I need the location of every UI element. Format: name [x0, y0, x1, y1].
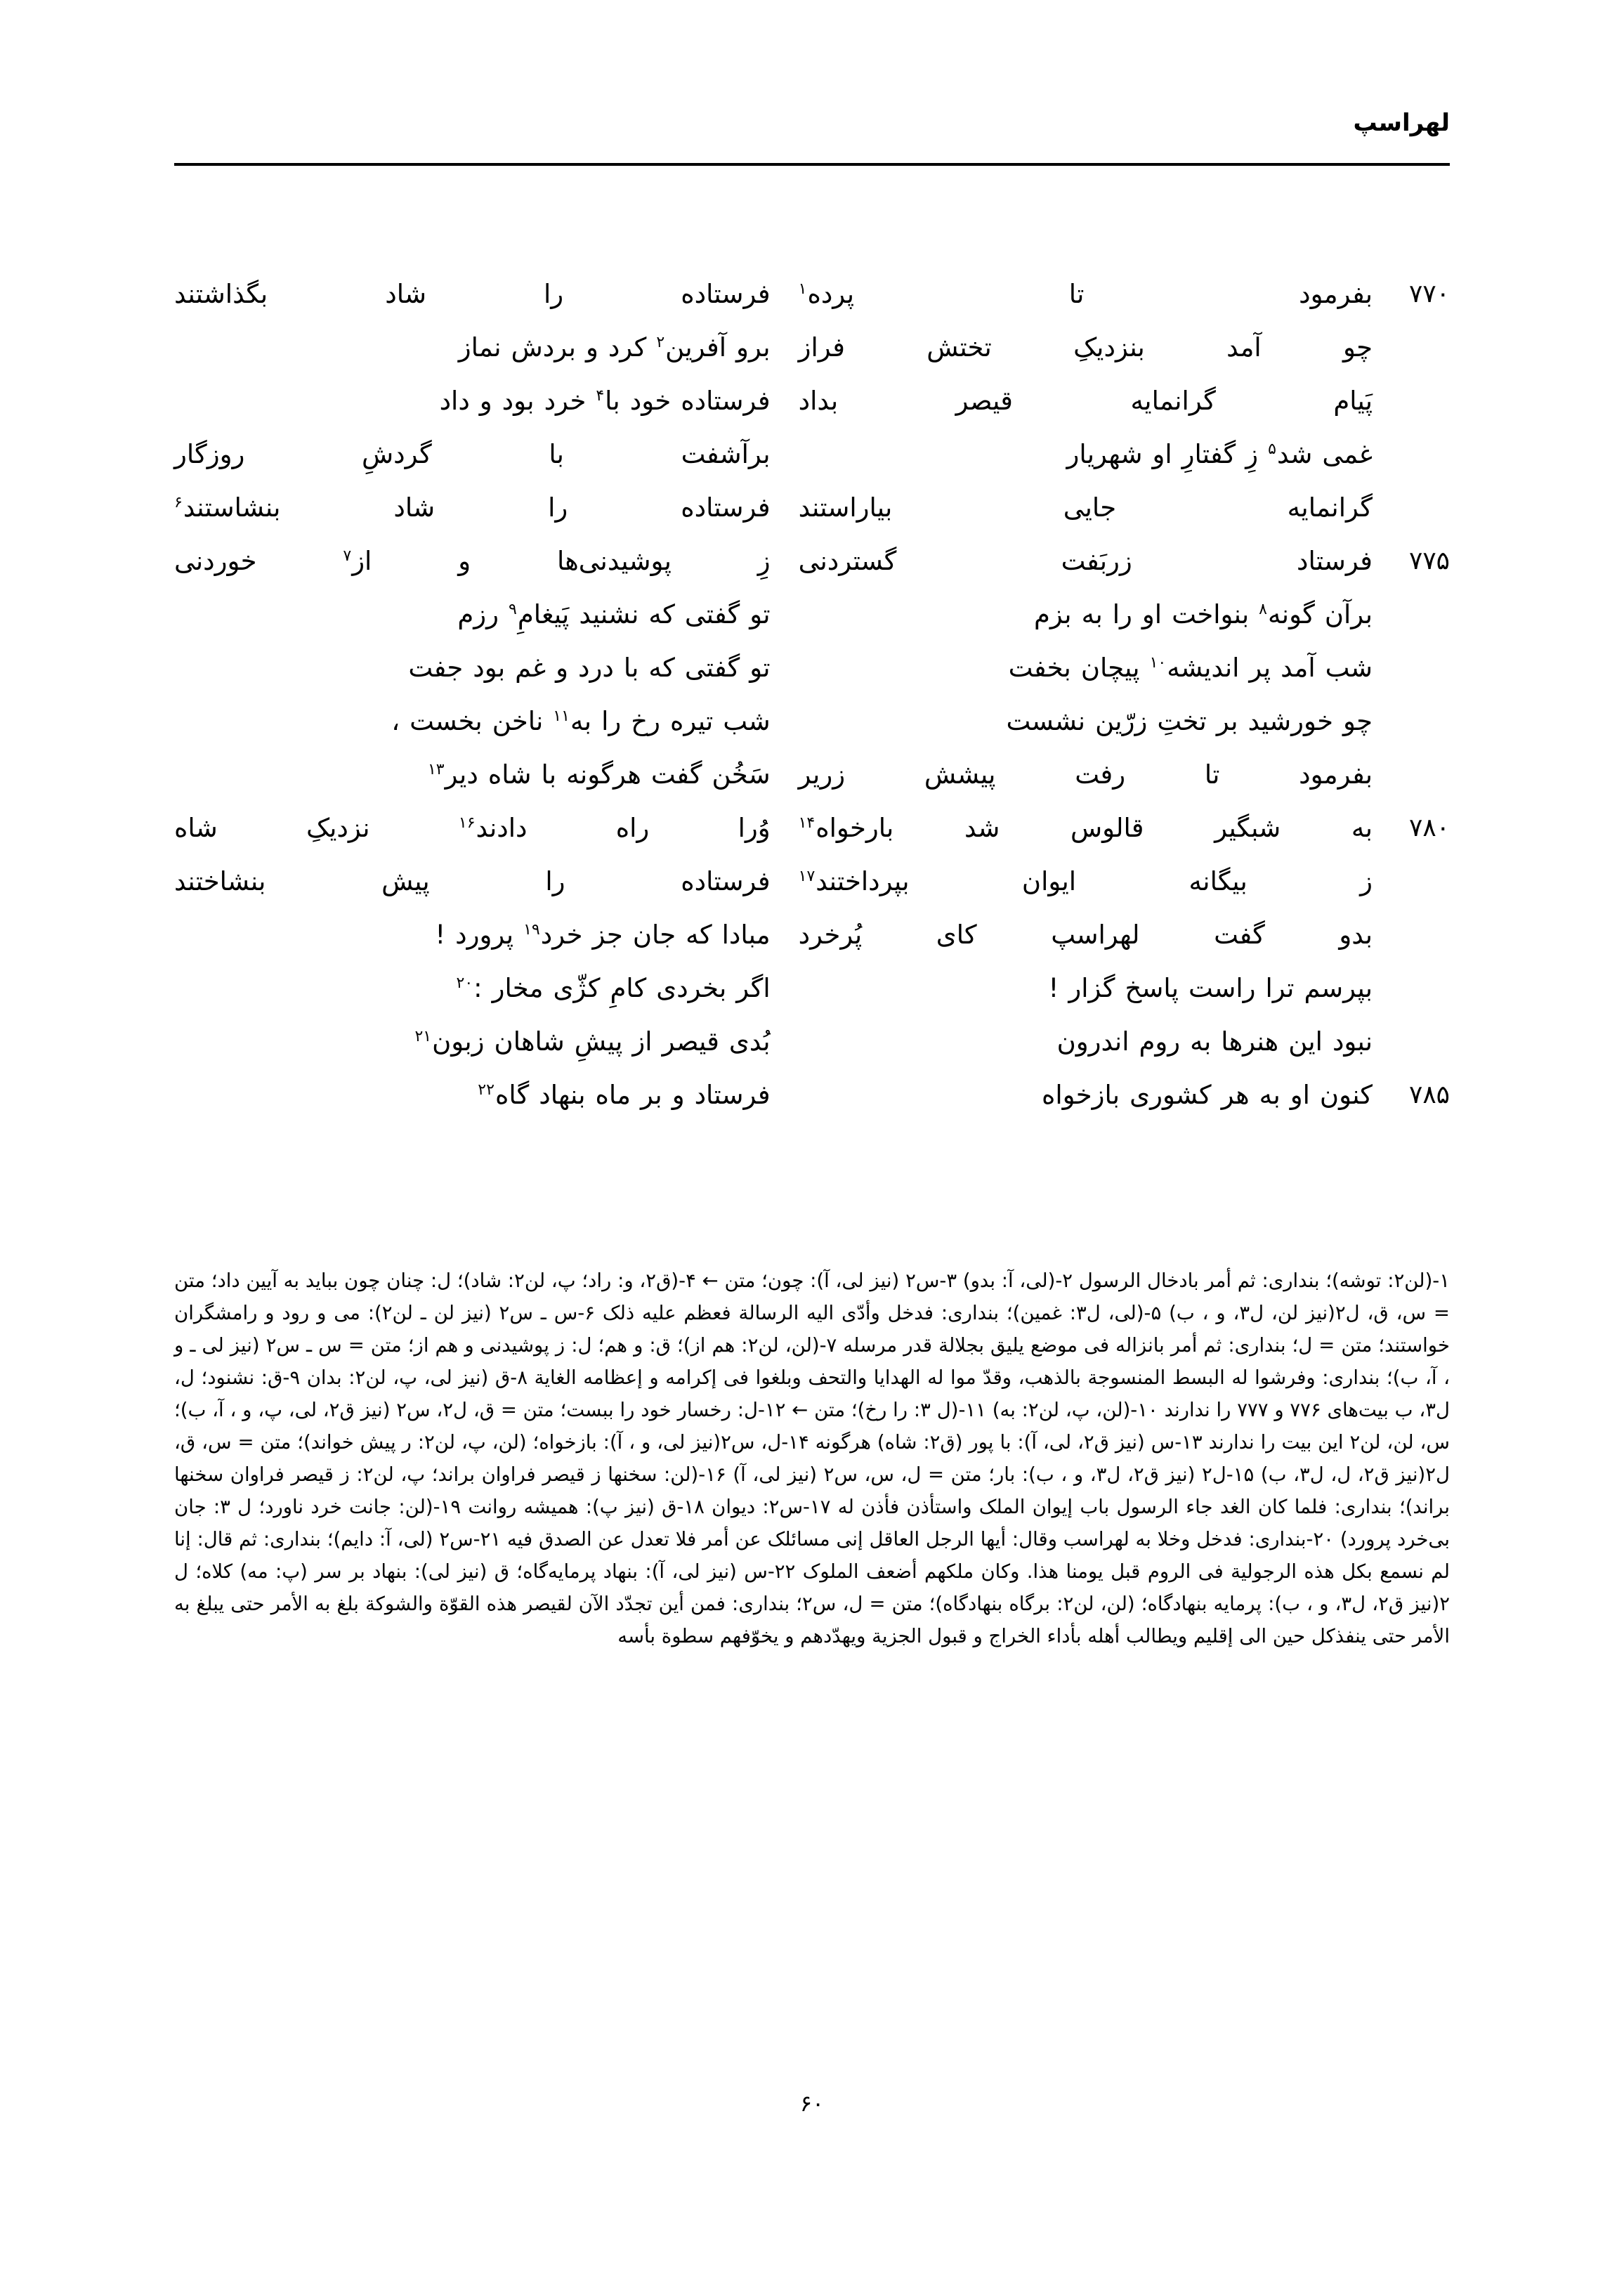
verse-word: گستردنی	[798, 546, 897, 576]
verse-word: بفرمود	[1299, 279, 1373, 309]
hemistich-left	[174, 856, 780, 908]
hemistich-left-container	[174, 642, 780, 694]
verse-word: زریر	[798, 759, 846, 790]
verse-word: گرانمایه	[1287, 492, 1373, 523]
footnote-marker[interactable]: ۲۲	[478, 1080, 495, 1099]
footnote-marker[interactable]: ۱۶	[458, 814, 476, 832]
hemistich-left-container	[174, 268, 780, 320]
verse-word: ترا	[1265, 973, 1295, 1003]
verse-word: بداد	[798, 386, 839, 416]
hemistich-right	[799, 802, 1382, 854]
verse-word: پَیغامِ$^۹$	[509, 599, 570, 629]
footnote-marker[interactable]: ۱۱	[553, 707, 570, 725]
verse-word: و	[458, 546, 471, 576]
verse-word: فرستاده	[681, 492, 771, 523]
hemistich-left	[174, 802, 780, 854]
verse-word: به	[1259, 1080, 1281, 1110]
verse-word: ماه	[595, 1080, 631, 1110]
verse-word: ناخن	[492, 706, 544, 736]
footnote-marker[interactable]: ۱۴	[798, 814, 816, 832]
verse-word: پیچان	[1080, 653, 1140, 683]
verse-word: اندرون	[1056, 1026, 1129, 1057]
hemistich-right	[799, 856, 1382, 908]
verse-word: درد	[577, 653, 614, 683]
verse-word: گزار	[1068, 973, 1115, 1003]
verse-number: ۷۷۵	[1408, 547, 1450, 575]
verse-word: او	[1141, 599, 1163, 629]
verse-line	[174, 482, 1450, 535]
verse-word: را	[601, 706, 622, 736]
hemistich-right-container	[780, 1069, 1450, 1121]
verse-word: فرستاد	[694, 1080, 771, 1110]
verse-word: آمد	[1281, 653, 1316, 683]
verse-word: که	[686, 920, 712, 950]
verse-word: شهریار	[1066, 439, 1143, 469]
verse-block	[174, 268, 1450, 1123]
verse-word: کرد	[608, 332, 647, 363]
hemistich-right-container	[780, 375, 1450, 427]
hemistich-right	[799, 962, 1382, 1014]
verse-word: جان	[632, 920, 676, 950]
hemistich-right-container	[780, 856, 1450, 908]
verse-word: با$^۴$	[596, 386, 620, 416]
hemistich-right	[799, 482, 1382, 534]
verse-word: تیره	[670, 706, 714, 736]
hemistich-right	[799, 322, 1382, 374]
verse-word: نشست	[1006, 706, 1086, 736]
verse-word: راست	[1188, 973, 1256, 1003]
verse-word: بدو	[1339, 920, 1373, 950]
verse-line	[174, 535, 1450, 589]
verse-word: وُرا	[738, 813, 771, 843]
verse-word: دادند$^{۱۶}$	[458, 813, 528, 843]
verse-word: رزم	[457, 599, 499, 629]
verse-word: بنهاد	[539, 1080, 586, 1110]
verse-word: زِ	[757, 546, 771, 576]
hemistich-left-container	[174, 1016, 780, 1068]
verse-word: نماز	[458, 332, 502, 363]
verse-line	[174, 1069, 1450, 1123]
verse-word: او	[1152, 439, 1172, 469]
verse-word: !	[1048, 973, 1059, 1003]
verse-word: گفت	[650, 759, 702, 790]
hemistich-left-container	[174, 322, 780, 374]
verse-word: پاسخ	[1125, 973, 1179, 1003]
verse-word: پرورد	[455, 920, 514, 950]
verse-line	[174, 802, 1450, 856]
verse-word: کامِ	[610, 973, 647, 1003]
footnote-marker[interactable]: ۱۷	[798, 867, 816, 885]
hemistich-left	[174, 696, 780, 747]
verse-word: گرانمایه	[1130, 386, 1216, 416]
hemistich-right	[799, 429, 1382, 481]
verse-word: تا	[1068, 279, 1085, 309]
verse-word: شد	[964, 813, 1000, 843]
footnote-apparatus	[174, 1265, 1450, 1652]
verse-word: تو	[749, 599, 771, 629]
verse-word: را	[1112, 599, 1132, 629]
footnote-marker[interactable]: ۱۹	[523, 920, 540, 939]
verse-word: پُرخرد	[798, 920, 863, 950]
hemistich-left-container	[174, 1069, 780, 1121]
verse-word: به	[1081, 599, 1103, 629]
verse-word: چو	[1343, 332, 1373, 363]
verse-word: از$^۷$	[343, 546, 372, 576]
verse-word: بفرمود	[1299, 759, 1373, 790]
verse-word: با	[623, 653, 639, 683]
verse-word: پیشش	[924, 759, 996, 790]
verse-line	[174, 962, 1450, 1016]
verse-number: ۷۷۰	[1408, 280, 1450, 308]
hemistich-left	[174, 909, 780, 961]
verse-word: مبادا	[721, 920, 771, 950]
hemistich-right-container	[780, 696, 1450, 747]
verse-line	[174, 642, 1450, 696]
running-head-title: لهراسپ	[1353, 109, 1450, 137]
verse-word: پیش	[381, 866, 430, 896]
verse-line	[174, 322, 1450, 375]
verse-word: کای	[936, 920, 977, 950]
verse-word: از	[632, 1026, 653, 1057]
hemistich-right-container	[780, 482, 1450, 534]
hemistich-left	[174, 1016, 780, 1068]
verse-word: تو	[749, 653, 771, 683]
footnote-marker[interactable]: ۶	[174, 493, 183, 511]
verse-word: نزدیکِ	[306, 813, 370, 843]
verse-word: گفتارِ	[1181, 439, 1236, 469]
hemistich-right	[799, 696, 1382, 747]
verse-word: با	[541, 759, 557, 790]
verse-word: ایوان	[1021, 866, 1077, 896]
verse-word: برو	[736, 332, 771, 363]
header-divider-rule	[174, 163, 1450, 166]
hemistich-left	[174, 1069, 780, 1121]
footnote-marker[interactable]: ۴	[596, 386, 605, 405]
verse-word: نشنید	[579, 599, 639, 629]
verse-word: تختش	[926, 332, 992, 363]
verse-word: بپرسم	[1304, 973, 1373, 1003]
verse-word: بخردی	[656, 973, 727, 1003]
verse-number: ۷۸۰	[1408, 814, 1450, 842]
verse-word: بُدی	[728, 1026, 771, 1057]
hemistich-left-container	[174, 589, 780, 641]
verse-word: !	[435, 920, 446, 950]
hemistich-left	[174, 429, 780, 481]
hemistich-right	[799, 535, 1382, 587]
verse-word: به	[1351, 813, 1373, 843]
verse-word: و	[479, 386, 492, 416]
verse-word: با	[549, 439, 564, 469]
hemistich-left	[174, 482, 780, 534]
verse-word: ز	[1360, 866, 1373, 896]
verse-word: بود	[473, 653, 506, 683]
hemistich-left	[174, 589, 780, 641]
verse-word: روزگار	[174, 439, 245, 469]
footnote-marker[interactable]: ۸	[1259, 600, 1267, 618]
hemistich-right	[799, 642, 1382, 694]
verse-word: مخار	[492, 973, 544, 1003]
verse-word: کشوری	[1129, 1080, 1212, 1110]
verse-word: که	[648, 599, 675, 629]
verse-word: را	[548, 492, 568, 523]
footnote-paragraph: ۱-(لن۲: توشه)؛ بنداری: ثم أمر بادخال الرسول ۲-(لی، آ: بدو) ۳-س۲ (نیز لی، آ): چون؛ متن ← ۴-(ق۲، و: راد؛ پ، لن۲: شاد)؛ ل: چنان چون بباید به آیین داد؛ متن = س، ق، ل۲(نیز لن، ل۳، و ، ب) ۵-(لی، ل۳: غمین)؛ بنداری: فدخل وأدّی الیه الرسالة فعظم علیه ذلک ۶-س ـ س۲ (نیز لن ـ لن۲): می و رود و رامشگران خواستند؛ متن = ل؛ بنداری: ثم أمر بانزاله فی موضع یلیق بجلالة قدر مرسله ۷-(لن، لن۲: هم از)؛ ق: و هم؛ ل: ز پوشیدنی و هم از؛ متن = س ـ س۲ (نیز لی ـ و ، آ، ب)؛ بنداری: وفرشوا له البسط المنسوجة بالذهب، وقدّ موا له الهدایا والتحف وبلغوا فی إکرامه و إعظامه الغایة ۸-ق (نیز لی، پ، لن۲: بدان ۹-ق: نشنود؛ ل، ل۳، ب بیت‌های ۷۷۶ و ۷۷۷ را ندارند ۱۰-(لن، پ، لن۲: به) ۱۱-(ل ۳: را رخ)؛ متن ← ۱۲-ل: رخسار خود را ببست؛ متن = ق، ل۲، س۲ (نیز ق۲، لی، پ، و ، آ، ب)؛ س، لن، لن۲ این بیت را ندارند ۱۳-س (نیز ق۲، لی، آ): با پور (ق۲: شاه) هرگونه ۱۴-ل، س۲(نیز لی، و ، آ): بازخواه؛ (لن، پ، لن۲: ر پیش خواند)؛ متن = س، ق، ل۲(نیز ق۲، ل، ل۳، ب) ۱۵-ل۲ (نیز ق۲، ل۳، و ، ب): بار؛ متن = ل، س، س۲ (نیز لی، آ) ۱۶-(لن: سخنها ز قیصر فراوان براند؛ پ، لن۲: ز قیصر فراوان سخنها براند)؛ بنداری: فلما کان الغد جاء الرسول باب إیوان الملک واستأذن فأذن له ۱۷-س۲: دیوان ۱۸-ق (نیز پ): همیشه روانت ۱۹-(لن: جانت خرد ناورد؛ ل ۳: جان بی‌خرد پرورد) ۲۰-بنداری: فدخل وخلا به لهراسب وقال: أیها الرجل العاقل إنی مسائلک عن أمر فلا تعدل عن الصدق فیه ۲۱-س۲ (لی، آ: دایم)؛ بنداری: ثم قال: إنا لم نسمع بکل هذه الرجولیة فی الروم قبل یومنا هذا. وکان ملکهم أضعف الملوک ۲۲-س (نیز لی، آ): بنهاد پرمایه‌گاه؛ ق (نیز لی): بنهاد بر سر (پ: مه) کلاه؛ ل ۲(نیز ق۲، ل۳، و ، ب): پرمایه بنهادگاه؛ (لن، لن۲: برگاه بنهادگاه)؛ متن = ل، س۲؛ بنداری: فمن أین تجدّد الآن لقیصر هذه القوّة والشوکة بلغ به الأمر حتی یبلغ به الأمر حتی ینفذکل حین الی إقلیم ویطالب أهله بأداء الخراج و قبول الجزیة ویهدّدهم و یخوّفهم سطوة بأسه	[174, 1269, 1451, 1647]
folio-number: ۶۰	[799, 2090, 825, 2117]
verse-word: فرستاده	[681, 866, 771, 896]
hemistich-right	[799, 268, 1382, 320]
verse-word: جفت	[408, 653, 464, 683]
hemistich-left-container	[174, 856, 780, 908]
verse-line	[174, 909, 1450, 962]
hemistich-left	[174, 642, 780, 694]
hemistich-left-container	[174, 535, 780, 587]
verse-line	[174, 856, 1450, 909]
verse-word: بر	[640, 1080, 662, 1110]
hemistich-right-container	[780, 909, 1450, 961]
verse-word: این	[1288, 1026, 1323, 1057]
verse-word: گفت	[1214, 920, 1265, 950]
hemistich-left-container	[174, 696, 780, 747]
verse-word: بیاراستند	[798, 492, 893, 523]
verse-line	[174, 589, 1450, 642]
verse-word: بگذاشتند	[174, 279, 268, 309]
hemistich-left	[174, 535, 780, 587]
verse-word: جایی	[1063, 492, 1117, 523]
hemistich-right	[799, 909, 1382, 961]
verse-word: برآن	[1324, 599, 1373, 629]
verse-word: خوردنی	[174, 546, 257, 576]
footnote-marker[interactable]: ۲۱	[414, 1027, 432, 1045]
verse-word: آمد	[1226, 332, 1262, 363]
verse-word: بخست	[410, 706, 483, 736]
verse-word: بپرداختند$^{۱۷}$	[798, 866, 910, 896]
verse-word: پیشِ	[574, 1026, 623, 1057]
verse-word: که	[648, 653, 675, 683]
verse-word: بر	[1216, 706, 1238, 736]
verse-word: بنزدیکِ	[1073, 332, 1145, 363]
verse-word: قیصر	[955, 386, 1013, 416]
verse-word: بخفت	[1008, 653, 1071, 683]
verse-word: هر	[1221, 1080, 1250, 1110]
footnote-marker[interactable]: ۷	[343, 547, 352, 565]
verse-word: راه	[615, 813, 650, 843]
hemistich-right-container	[780, 429, 1450, 481]
verse-word: هنرها	[1221, 1026, 1279, 1057]
hemistich-left-container	[174, 749, 780, 801]
verse-word: کژّی	[553, 973, 601, 1003]
verse-line	[174, 1016, 1450, 1069]
verse-word: آفرین$^۲$	[656, 332, 727, 363]
hemistich-left-container	[174, 909, 780, 961]
verse-word: بازخواه	[1042, 1080, 1120, 1110]
hemistich-right-container	[780, 322, 1450, 374]
verse-word: گفتی	[684, 599, 740, 629]
verse-word: روم	[1139, 1026, 1181, 1057]
verse-word: کنون	[1319, 1080, 1373, 1110]
verse-word: خرد	[544, 386, 587, 416]
verse-word: پَیام	[1333, 386, 1373, 416]
verse-word: پوشیدنی‌ها	[556, 546, 672, 576]
verse-word: قیصر	[662, 1026, 719, 1057]
verse-word: پر	[1249, 653, 1271, 683]
verse-word: گفتی	[684, 653, 740, 683]
verse-word: فرستاده	[681, 386, 771, 416]
verse-line	[174, 429, 1450, 482]
hemistich-right-container	[780, 962, 1450, 1014]
verse-word: بنشاستند$^۶$	[174, 492, 281, 523]
verse-word: فرستاده	[681, 279, 771, 309]
verse-word: بارخواه$^{۱۴}$	[798, 813, 894, 843]
footnote-marker[interactable]: ۱۳	[427, 760, 445, 778]
footnote-marker[interactable]: ۵	[1268, 440, 1276, 458]
verse-word: و	[672, 1080, 685, 1110]
verse-word: گردشِ	[362, 439, 432, 469]
hemistich-right	[799, 1016, 1382, 1068]
verse-word: او	[1290, 1080, 1310, 1110]
verse-word: شاه	[174, 813, 218, 843]
hemistich-left	[174, 375, 780, 427]
verse-word: خورشید	[1248, 706, 1333, 736]
verse-word: و	[585, 332, 598, 363]
hemistich-right-container	[780, 268, 1450, 320]
verse-word: و	[556, 653, 568, 683]
verse-word: رفت	[1075, 759, 1126, 790]
verse-word: خود	[629, 386, 672, 416]
verse-word: گاه$^{۲۲}$	[478, 1080, 530, 1110]
verse-word: بنواخت	[1172, 599, 1250, 629]
verse-word: شاد	[385, 279, 427, 309]
hemistich-left-container	[174, 962, 780, 1014]
verse-word: شاهان	[494, 1026, 565, 1057]
verse-word: خرد$^{۱۹}$	[523, 920, 583, 950]
hemistich-right-container	[780, 642, 1450, 694]
verse-word: بزم	[1033, 599, 1072, 629]
verse-word: شد$^۵$	[1268, 439, 1313, 469]
hemistich-right	[799, 1069, 1382, 1121]
verse-word: پرده$^۱$	[798, 279, 855, 309]
verse-line	[174, 749, 1450, 802]
verse-word: شاد	[393, 492, 436, 523]
verse-word: نبود	[1332, 1026, 1373, 1057]
hemistich-left-container	[174, 802, 780, 854]
hemistich-right	[799, 589, 1382, 641]
verse-word: فرستاد	[1296, 546, 1373, 576]
footnote-marker[interactable]: ۲	[656, 333, 665, 351]
verse-word: ،	[391, 706, 400, 736]
verse-word: :$^{۲۰}$	[456, 973, 483, 1003]
footnote-marker[interactable]: ۱	[798, 280, 807, 298]
verse-word: فراز	[798, 332, 845, 363]
verse-word: زرّین	[1095, 706, 1148, 736]
hemistich-left-container	[174, 429, 780, 481]
verse-line	[174, 268, 1450, 322]
hemistich-right-container	[780, 749, 1450, 801]
verse-word: بنشاختند	[174, 866, 266, 896]
hemistich-left-container	[174, 482, 780, 534]
running-head	[174, 109, 1450, 137]
hemistich-right-container	[780, 535, 1450, 587]
hemistich-left-container	[174, 375, 780, 427]
footnote-marker[interactable]: ۹	[509, 600, 517, 618]
hemistich-right	[799, 749, 1382, 801]
verse-word: شب	[1325, 653, 1373, 683]
verse-word: را	[544, 279, 564, 309]
hemistich-right	[799, 375, 1382, 427]
hemistich-left	[174, 749, 780, 801]
verse-word: رخ	[631, 706, 660, 736]
verse-word: شاه	[487, 759, 532, 790]
hemistich-left	[174, 322, 780, 374]
verse-word: غمی	[1322, 439, 1373, 469]
verse-word: گونه$^۸$	[1259, 599, 1315, 629]
verse-word: به$^{۱۱}$	[553, 706, 592, 736]
verse-word: شب	[723, 706, 771, 736]
hemistich-left	[174, 962, 780, 1014]
verse-word: زِ	[1245, 439, 1259, 469]
verse-word: برآشفت	[681, 439, 771, 469]
verse-word: غم	[515, 653, 546, 683]
verse-word: دیر$^{۱۳}$	[427, 759, 478, 790]
footnote-marker[interactable]: ۲۰	[456, 974, 473, 992]
verse-word: لهراسپ	[1051, 920, 1140, 950]
footnote-marker[interactable]: ۱۰	[1149, 653, 1167, 672]
verse-word: را	[545, 866, 565, 896]
verse-word: اندیشه$^{۱۰}$	[1149, 653, 1240, 683]
hemistich-right-container	[780, 802, 1450, 854]
verse-word: بیگانه	[1188, 866, 1248, 896]
hemistich-left	[174, 268, 780, 320]
verse-word: شبگیر	[1214, 813, 1281, 843]
verse-word: زربَفت	[1061, 546, 1132, 576]
verse-word: سَخُن	[712, 759, 771, 790]
verse-number: ۷۸۵	[1408, 1080, 1450, 1109]
hemistich-right-container	[780, 1016, 1450, 1068]
verse-word: قالوس	[1070, 813, 1144, 843]
verse-line	[174, 696, 1450, 749]
verse-word: زبون$^{۲۱}$	[414, 1026, 485, 1057]
verse-word: داد	[439, 386, 470, 416]
verse-word: هرگونه	[566, 759, 641, 790]
verse-word: تا	[1204, 759, 1220, 790]
hemistich-right-container	[780, 589, 1450, 641]
verse-word: تختِ	[1157, 706, 1207, 736]
verse-word: بود	[502, 386, 535, 416]
verse-word: بردش	[511, 332, 576, 363]
verse-line	[174, 375, 1450, 429]
verse-word: جز	[592, 920, 623, 950]
verse-word: اگر	[736, 973, 771, 1003]
verse-word: به	[1190, 1026, 1212, 1057]
verse-word: چو	[1343, 706, 1373, 736]
